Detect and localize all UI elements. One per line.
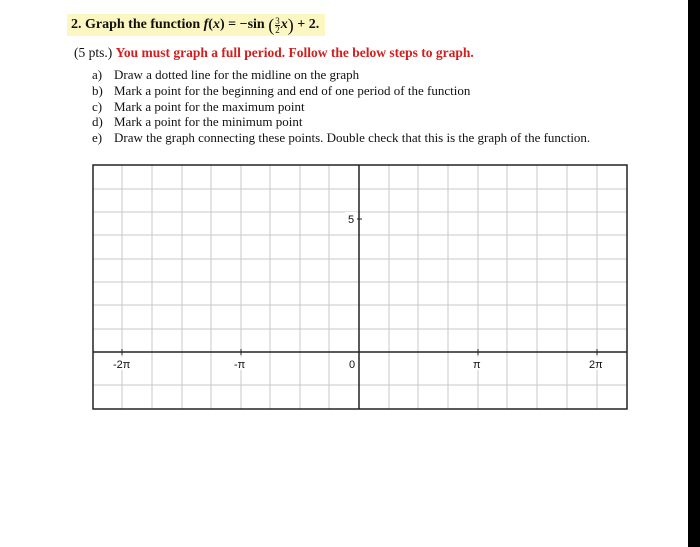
function-suffix: + 2. bbox=[297, 17, 320, 33]
step-e: e) Draw the graph connecting these points. Double check that this is the graph of the function. bbox=[92, 130, 591, 146]
instructions-emphasis: You must graph a full period. Follow the below steps to graph. bbox=[115, 45, 474, 60]
x-label-neg-2pi: -2π bbox=[113, 359, 131, 371]
step-d: d) Mark a point for the minimum point bbox=[92, 114, 303, 130]
fraction-numerator: 3 bbox=[275, 15, 280, 26]
graph-frame bbox=[93, 165, 627, 409]
x-label-2pi: 2π bbox=[589, 359, 603, 371]
x-label-zero: 0 bbox=[349, 359, 356, 371]
problem-number: 2. bbox=[71, 17, 82, 33]
grid-horizontal-lines bbox=[93, 189, 627, 385]
function-arg-var: x bbox=[280, 17, 288, 33]
function-name: f bbox=[203, 17, 209, 33]
problem-prefix: Graph the function bbox=[85, 17, 201, 33]
axis-labels bbox=[113, 214, 603, 371]
fraction-denominator: 2 bbox=[275, 24, 280, 35]
step-a: a) Draw a dotted line for the midline on the graph bbox=[92, 67, 360, 82]
points-label: (5 pts.) bbox=[74, 45, 113, 60]
problem-title: 2. Graph the function f(x) = −sin ($\frac{3}{2}$ x) + 2. bbox=[67, 14, 325, 36]
y-label-5: 5 bbox=[348, 214, 355, 226]
function-equals-sin: = −sin bbox=[228, 17, 265, 33]
step-c: c) Mark a point for the maximum point bbox=[92, 98, 305, 114]
x-label-neg-pi: -π bbox=[234, 359, 246, 371]
function-var: x bbox=[212, 17, 220, 33]
step-b: b) Mark a point for the beginning and end of one period of the function bbox=[92, 82, 471, 98]
x-label-pi: π bbox=[473, 359, 481, 371]
